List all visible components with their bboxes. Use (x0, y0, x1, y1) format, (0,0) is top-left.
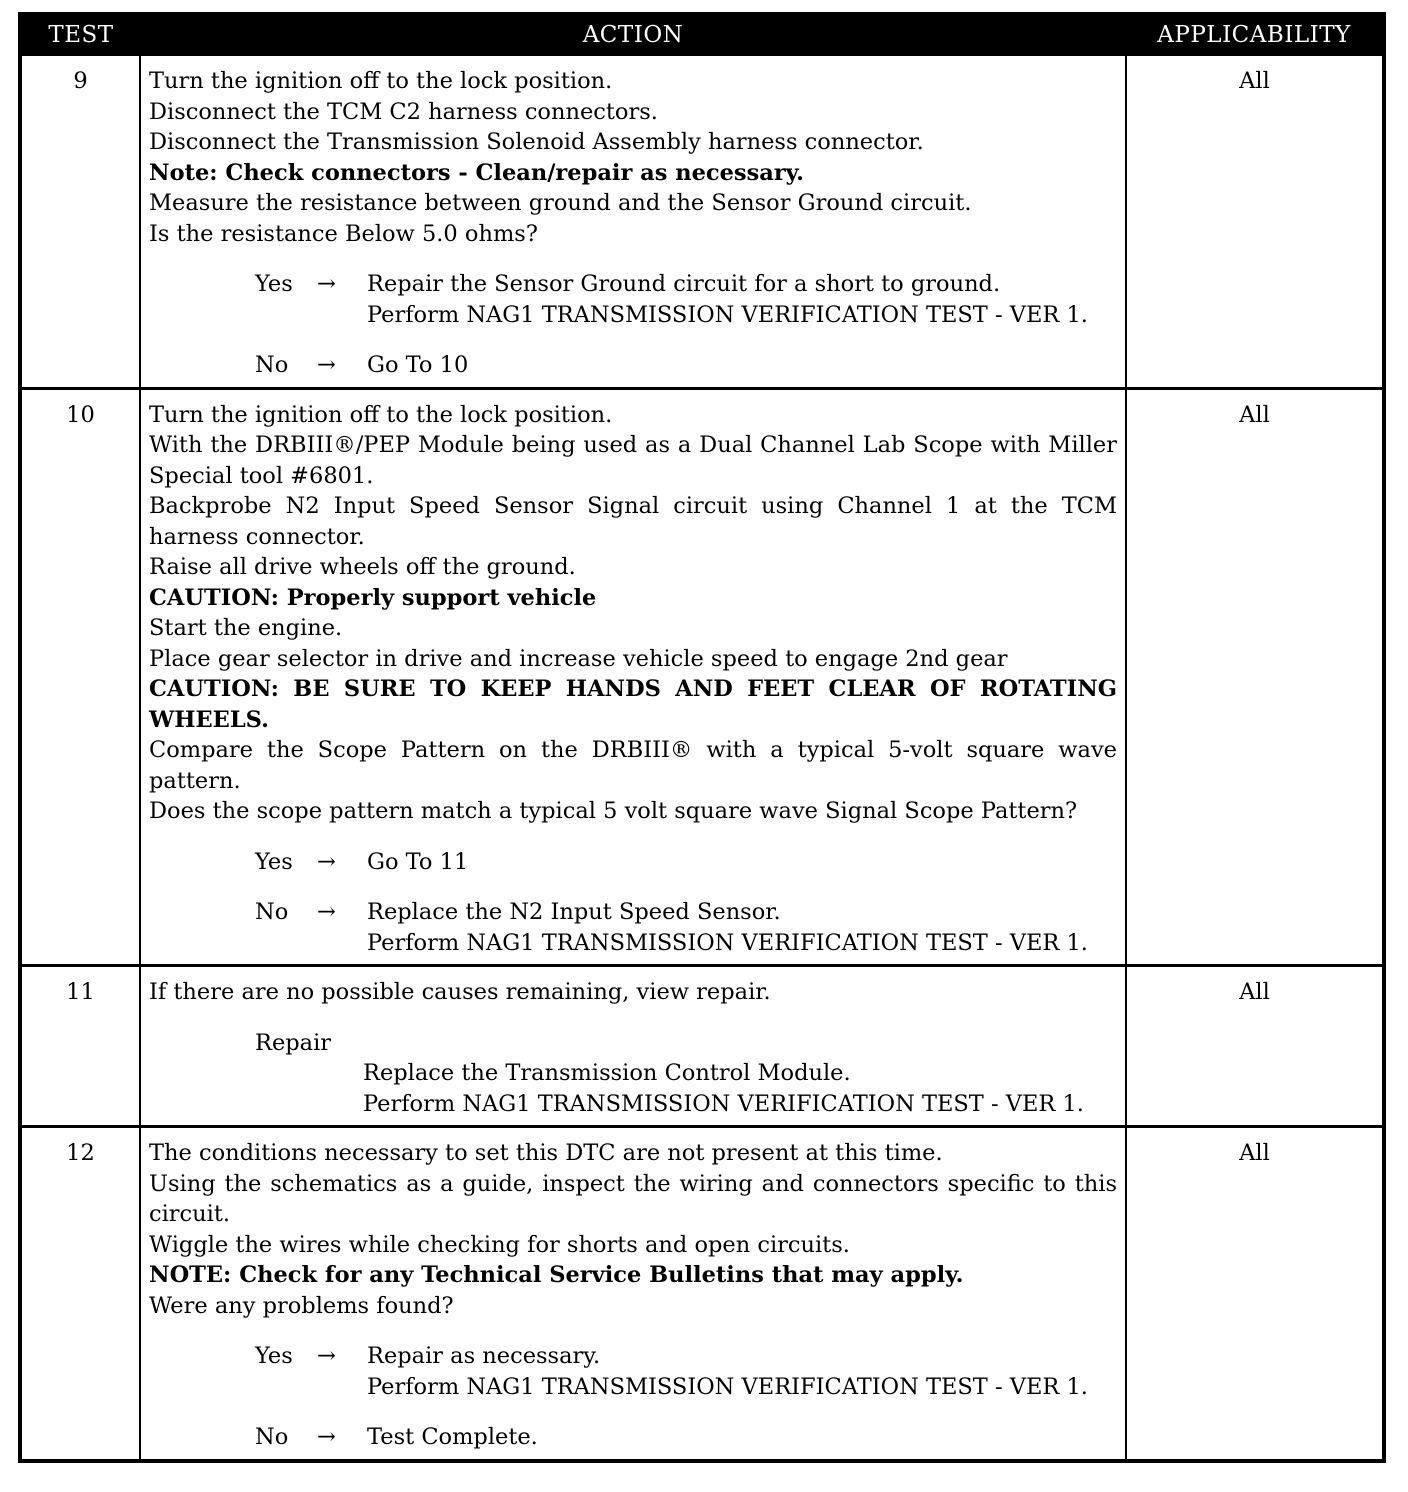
table-row (20, 55, 1384, 388)
instruction-line: Turn the ignition off to the lock position. (149, 68, 613, 94)
test-number: 10 (20, 388, 140, 966)
test-number: 9 (20, 55, 140, 388)
result-action-line: Replace the N2 Input Speed Sensor. (367, 899, 781, 925)
result-no (149, 1422, 1117, 1453)
instruction-line: If there are no possible causes remaining, view repair. (149, 979, 771, 1005)
action-cell (140, 966, 1126, 1127)
action-cell (140, 1127, 1126, 1461)
instruction-line: Using the schematics as a guide, inspect the wiring and connectors specific to this circuit. (149, 1170, 1117, 1227)
action-cell (140, 388, 1126, 966)
result-options (149, 269, 1117, 381)
action-cell (140, 55, 1126, 388)
repair-label: Repair (255, 1029, 332, 1056)
table-row (20, 388, 1384, 966)
instruction-line: Is the resistance Below 5.0 ohms? (149, 220, 538, 247)
instruction-line: Were any problems found? (149, 1292, 454, 1319)
result-action (367, 1422, 1117, 1453)
result-label: No (255, 899, 289, 925)
instruction-line: Compare the Scope Pattern on the DRBIII® with a typical 5-volt square wave pattern. (149, 737, 1117, 794)
result-action (367, 897, 1117, 958)
result-action-line: Go To 10 (367, 352, 469, 378)
instruction-line: Start the engine. (149, 615, 343, 641)
result-yes (149, 1341, 1117, 1402)
result-action-line: Perform NAG1 TRANSMISSION VERIFICATION TEST - VER 1. (367, 929, 1088, 956)
result-action-line: Perform NAG1 TRANSMISSION VERIFICATION TEST - VER 1. (367, 301, 1088, 328)
applicability: All (1126, 55, 1384, 388)
result-options (149, 847, 1117, 959)
table-header-row (20, 14, 1384, 55)
result-yes (149, 269, 1117, 330)
instruction-line: Raise all drive wheels off the ground. (149, 554, 576, 580)
table-row (20, 966, 1384, 1127)
test-number: 12 (20, 1127, 140, 1461)
result-action-line: Test Complete. (367, 1424, 538, 1450)
header-action: ACTION (140, 14, 1126, 55)
result-label: No (255, 1424, 289, 1450)
instruction-line: The conditions necessary to set this DTC are not present at this time. (149, 1140, 943, 1166)
instruction-line: With the DRBIII®/PEP Module being used as a Dual Channel Lab Scope with Miller Special tool #6801. (149, 432, 1117, 489)
result-options (149, 1341, 1117, 1453)
result-action-line: Repair as necessary. (367, 1343, 601, 1369)
right-arrow-icon: → (317, 1424, 336, 1450)
instruction-line: Measure the resistance between ground and the Sensor Ground circuit. (149, 190, 972, 216)
diagnostic-test-table (18, 12, 1386, 1463)
result-action (367, 269, 1117, 330)
result-label: Yes (255, 1343, 293, 1369)
applicability: All (1126, 1127, 1384, 1461)
table-body (20, 55, 1384, 1461)
right-arrow-icon: → (317, 352, 336, 378)
repair-action (149, 1058, 1117, 1119)
instruction-line: Does the scope pattern match a typical 5 volt square wave Signal Scope Pattern? (149, 798, 1078, 824)
right-arrow-icon: → (317, 271, 336, 297)
header-test: TEST (20, 14, 140, 55)
result-label: Yes (255, 271, 293, 297)
result-action (367, 847, 1117, 878)
right-arrow-icon: → (317, 899, 336, 925)
instruction-line: Wiggle the wires while checking for shorts and open circuits. (149, 1231, 850, 1258)
result-action-line: Go To 11 (367, 848, 469, 875)
result-action-line: Perform NAG1 TRANSMISSION VERIFICATION TEST - VER 1. (367, 1373, 1088, 1400)
applicability: All (1126, 966, 1384, 1127)
instruction-line: Turn the ignition off to the lock position. (149, 401, 613, 428)
result-label: No (255, 352, 289, 378)
result-no (149, 897, 1117, 958)
instruction-line: Backprobe N2 Input Speed Sensor Signal circuit using Channel 1 at the TCM harness connector. (149, 493, 1117, 550)
result-action (367, 1341, 1117, 1402)
note-text: NOTE: Check for any Technical Service Bulletins that may apply. (149, 1262, 964, 1288)
table-row (20, 1127, 1384, 1461)
note-text: Note: Check connectors - Clean/repair as necessary. (149, 159, 804, 186)
result-yes (149, 847, 1117, 878)
result-no (149, 350, 1117, 381)
right-arrow-icon: → (317, 848, 336, 875)
applicability: All (1126, 388, 1384, 966)
repair-action-line: Replace the Transmission Control Module. (363, 1060, 851, 1086)
result-action-line: Repair the Sensor Ground circuit for a short to ground. (367, 271, 1001, 297)
repair-action-line: Perform NAG1 TRANSMISSION VERIFICATION TEST - VER 1. (363, 1090, 1084, 1117)
instruction-line: Disconnect the Transmission Solenoid Assembly harness connector. (149, 129, 924, 155)
right-arrow-icon: → (317, 1343, 336, 1369)
header-applicability: APPLICABILITY (1126, 14, 1384, 55)
instruction-line: Disconnect the TCM C2 harness connectors. (149, 98, 658, 125)
note-text: CAUTION: Properly support vehicle (149, 584, 597, 611)
result-action (367, 350, 1117, 381)
note-text: CAUTION: BE SURE TO KEEP HANDS AND FEET CLEAR OF ROTATING WHEELS. (149, 676, 1117, 733)
instruction-line: Place gear selector in drive and increase vehicle speed to engage 2nd gear (149, 645, 1008, 672)
result-label: Yes (255, 848, 293, 875)
test-number: 11 (20, 966, 140, 1127)
